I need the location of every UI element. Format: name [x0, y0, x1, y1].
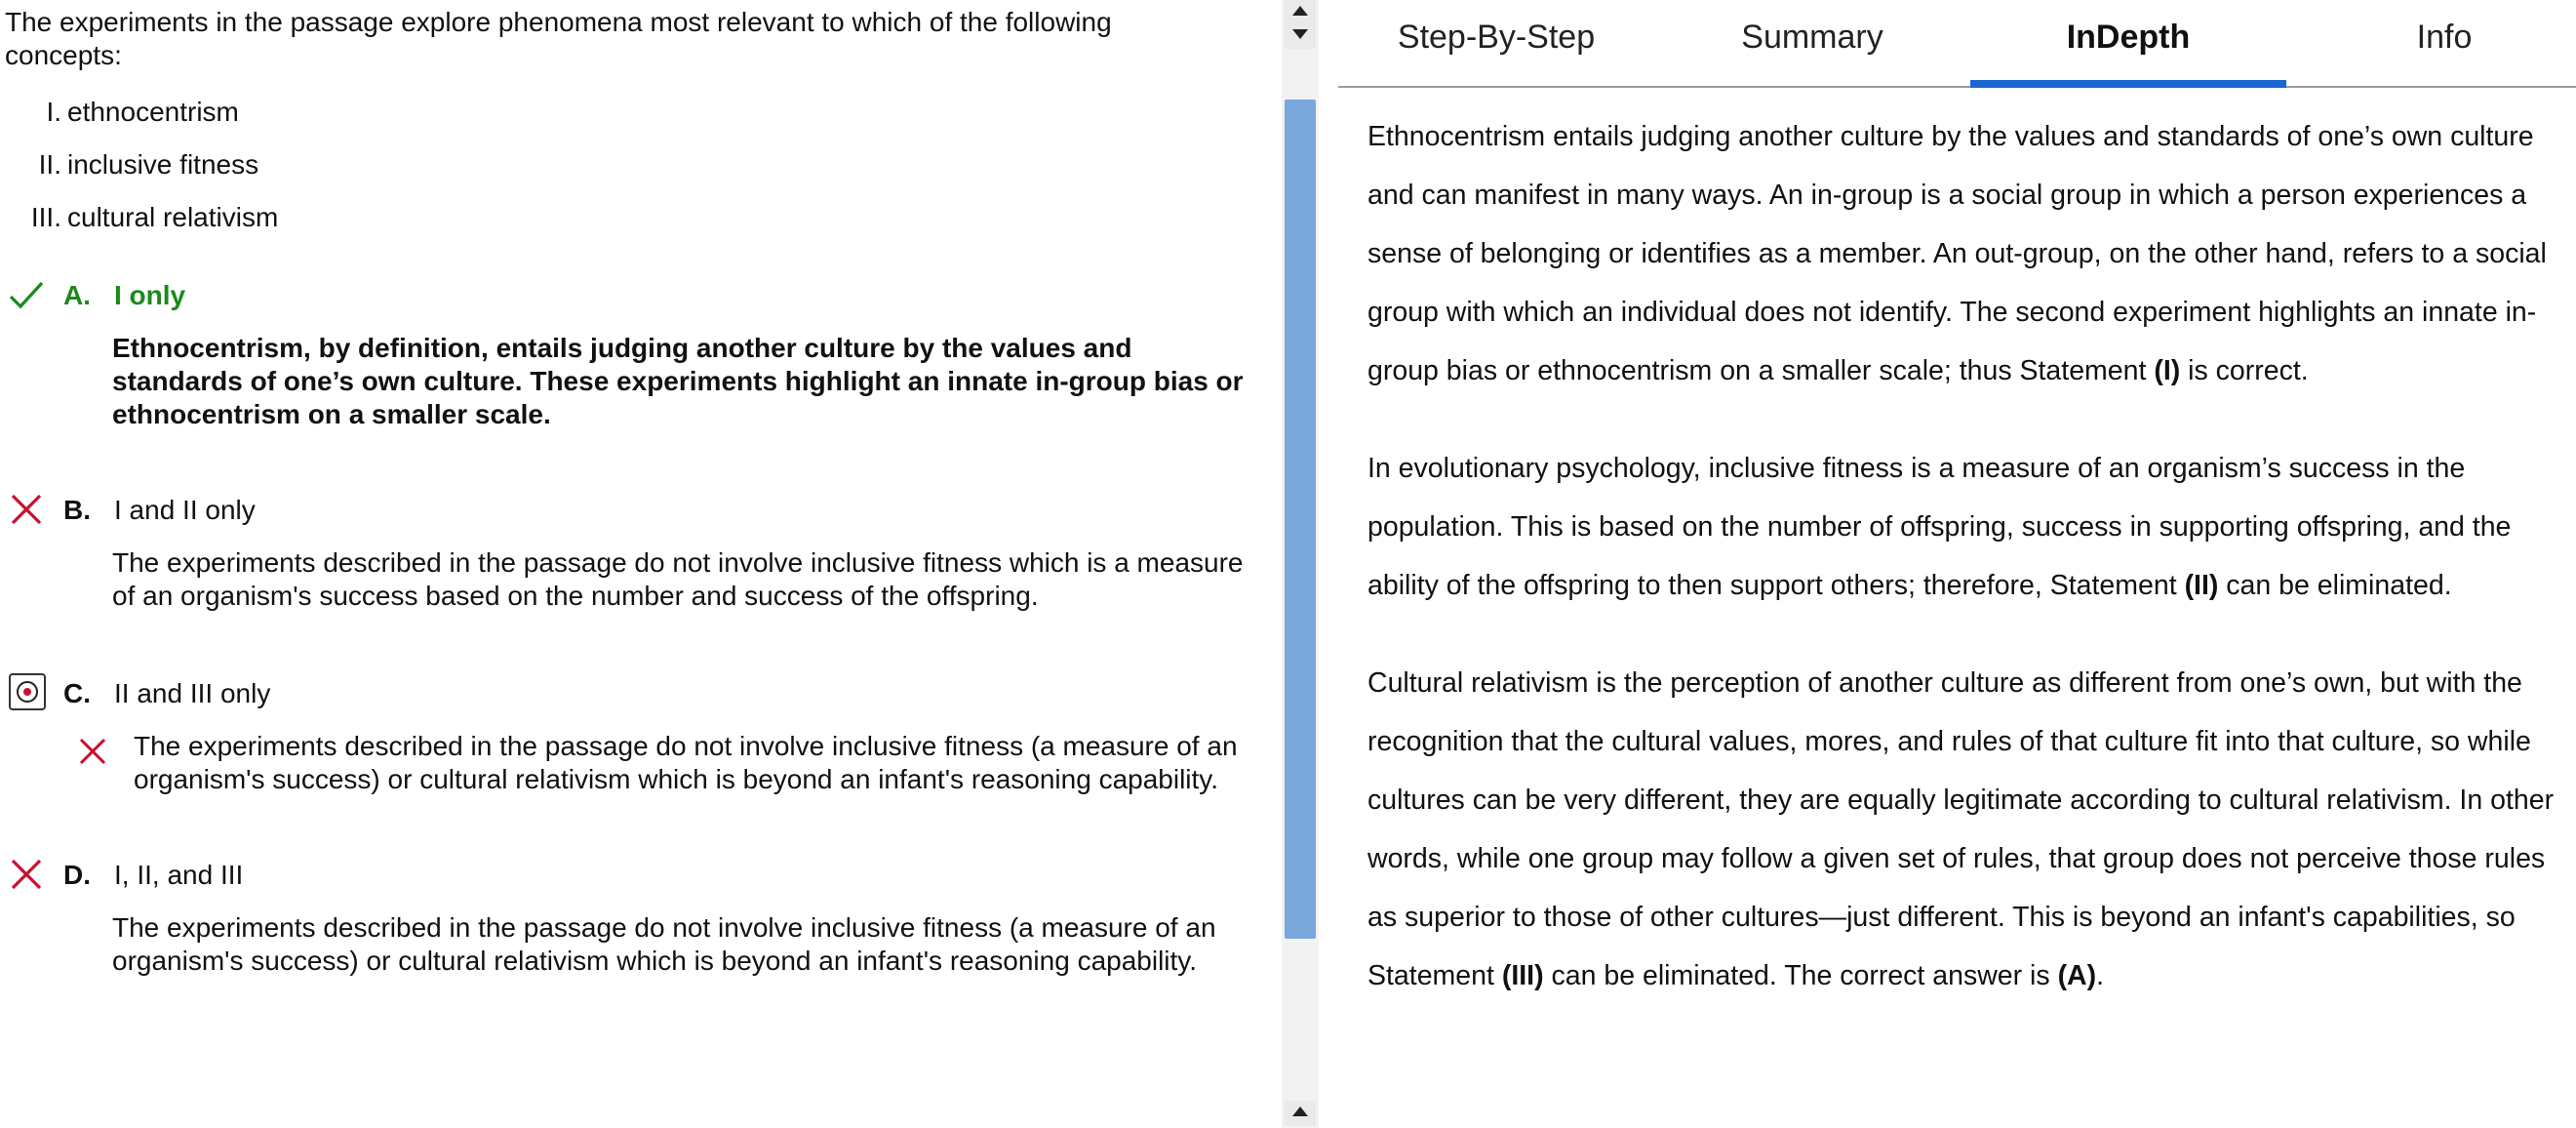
paragraph-text: Cultural relativism is the perception of another culture as different from one’s own, but with the recognition that the cultural values, mores, and rules of that culture fit into that culture, so while cultures can be very different, they are equally legitimate according to cultural relativism. In other words, while one group may follow a given set of rules, that group does not perceive those rules as superior to those of other cultures—just different. This is beyond an infant's capabilities, so Statement [1367, 667, 2555, 991]
tab-summary[interactable]: Summary [1741, 19, 1883, 56]
indepth-paragraph [1367, 654, 2567, 1005]
checkmark-icon [5, 273, 48, 316]
answer-letter: C. [63, 678, 91, 708]
question-pane [0, 0, 1280, 1128]
triangle-up-icon [1291, 5, 1309, 17]
answer-option-d[interactable] [5, 849, 1280, 978]
tab-info[interactable]: Info [2416, 19, 2473, 56]
answer-option-c-header[interactable] [5, 667, 1280, 720]
statement-item [5, 86, 1280, 139]
scrollbar[interactable] [1282, 0, 1319, 1128]
question-stem: The experiments in the passage explore phenomena most relevant to which of the following concepts: [5, 7, 1112, 70]
scroll-up-button[interactable] [1285, 0, 1316, 25]
statement-text: cultural relativism [67, 202, 279, 232]
answer-text: I, II, and III [114, 860, 244, 890]
statement-item [5, 191, 1280, 244]
answer-option-a[interactable] [5, 269, 1280, 431]
tab-indepth[interactable]: InDepth [1970, 0, 2286, 86]
radio-ring [17, 681, 38, 703]
answer-explanation: Ethnocentrism, by definition, entails judging another culture by the values and standards of one’s own culture. These experiments highlight an innate in-group bias or ethnocentrism on a smaller scale. [112, 333, 1244, 429]
x-icon [5, 488, 48, 531]
answer-explanation: The experiments described in the passage do not involve inclusive fitness (a measure of an organism's success) or cultural relativism which is beyond an infant's reasoning capability. [112, 912, 1216, 976]
statement-list [5, 86, 1280, 244]
radio-selected-icon[interactable] [9, 673, 46, 710]
answer-explanation: The experiments described in the passage do not involve inclusive fitness (a measure of an organism's success) or cultural relativism which is beyond an infant's reasoning capability. [134, 731, 1238, 794]
answer-text: I and II only [114, 495, 256, 525]
indepth-content [1367, 107, 2567, 1044]
statement-reference: (III) [1501, 960, 1544, 991]
statement-numeral: III. [30, 202, 61, 232]
scroll-thumb[interactable] [1285, 100, 1316, 939]
answer-reference: (A) [2057, 960, 2097, 991]
answer-option-b-header[interactable] [5, 484, 1280, 537]
answer-letter: D. [63, 860, 91, 890]
tab-bar [1338, 0, 2576, 88]
statement-item [5, 139, 1280, 191]
statement-text: inclusive fitness [67, 149, 259, 180]
answer-letter: A. [63, 280, 91, 310]
radio-dot [23, 688, 31, 696]
answer-explanation: The experiments described in the passage do not involve inclusive fitness which is a measure of an organism's success based on the number and success of the offspring. [112, 547, 1244, 611]
statement-reference: (I) [2154, 355, 2181, 386]
answer-explanation-wrap [5, 730, 1280, 796]
paragraph-text: can be eliminated. [2218, 570, 2452, 601]
scroll-up-button[interactable] [1285, 1101, 1316, 1126]
x-icon [75, 734, 110, 769]
answer-letter: B. [63, 495, 91, 525]
x-icon [5, 853, 48, 896]
tab-step-by-step[interactable]: Step-By-Step [1397, 19, 1596, 56]
answer-option-c[interactable] [5, 667, 1280, 796]
indepth-paragraph [1367, 107, 2567, 400]
indepth-paragraph [1367, 439, 2567, 615]
statement-numeral: I. [46, 97, 61, 127]
explanation-pane [1338, 0, 2576, 1128]
paragraph-text: can be eliminated. The correct answer is [1543, 960, 2058, 991]
statement-text: ethnocentrism [67, 97, 239, 127]
answer-text: II and III only [114, 678, 271, 708]
answer-option-d-header[interactable] [5, 849, 1280, 902]
scroll-down-button[interactable] [1285, 23, 1316, 49]
statement-reference: (II) [2184, 570, 2219, 601]
answer-text: I only [114, 280, 186, 310]
triangle-down-icon [1291, 28, 1309, 40]
paragraph-text: Ethnocentrism entails judging another culture by the values and standards of one’s own culture and can manifest in many ways. An in-group is a social group in which a person experiences a sense of belonging or identifies as a member. An out-group, on the other hand, refers to a social group with which an individual does not identify. The second experiment highlights an innate in-group bias or ethnocentrism on a smaller scale; thus Statement [1367, 121, 2547, 386]
triangle-up-icon [1291, 1106, 1309, 1117]
statement-numeral: II. [38, 149, 61, 180]
paragraph-text: . [2096, 960, 2105, 991]
paragraph-text: is correct. [2180, 355, 2309, 386]
paragraph-text: In evolutionary psychology, inclusive fitness is a measure of an organism’s success in the population. This is based on the number of offspring, success in supporting offspring, and the ability of the offspring to then support others; therefore, Statement [1367, 453, 2512, 601]
answer-option-b[interactable] [5, 484, 1280, 613]
answer-option-a-header[interactable] [5, 269, 1280, 322]
